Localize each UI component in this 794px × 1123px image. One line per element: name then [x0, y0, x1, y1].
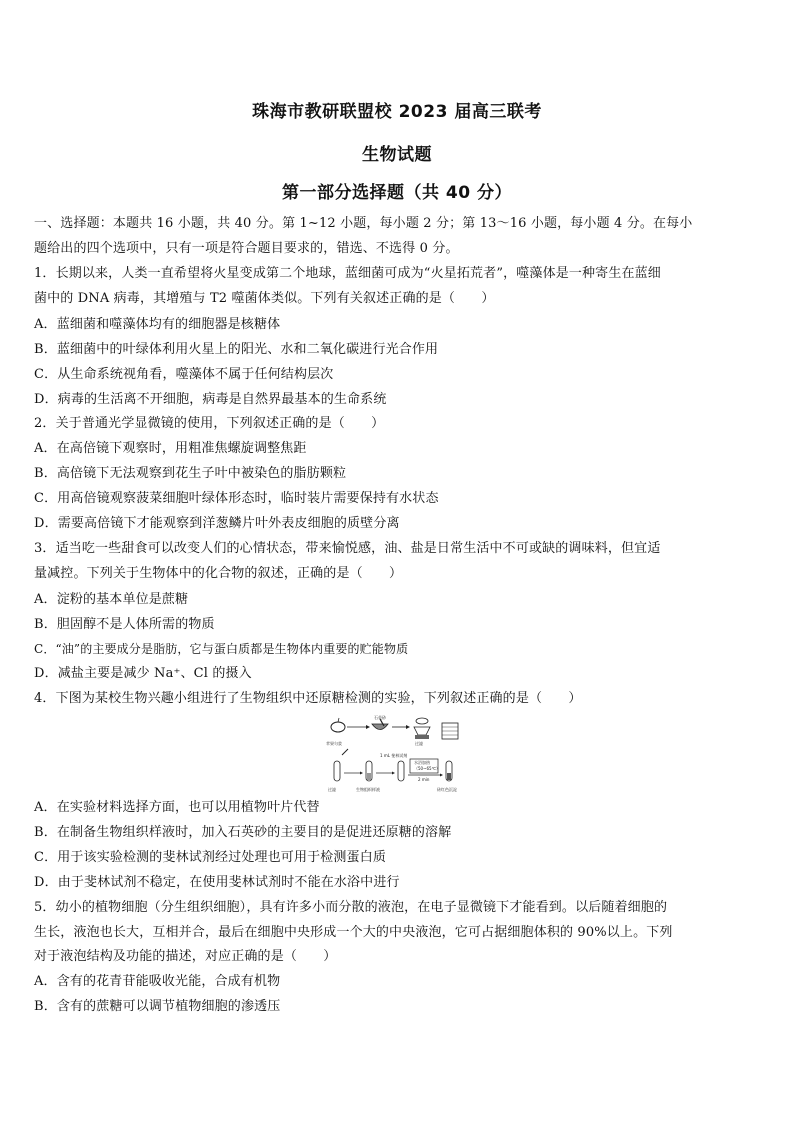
q4-option-c: C．用于该实验检测的斐林试剂经过处理也可用于检测蛋白质 [34, 850, 386, 865]
figure-label-fehling: 1 mL 斐林试剂 [380, 753, 408, 758]
q2-option-b: B．高倍镜下无法观察到花生子叶中被染色的脂肪颗粒 [34, 466, 347, 481]
q3-stem-line-2: 量减控。下列关于生物体中的化合物的叙述，正确的是（ ） [34, 566, 403, 581]
exam-title: 珠海市教研联盟校 2023 届高三联考 [252, 102, 542, 122]
q1-option-a: A．蓝细菌和噬藻体均有的细胞器是核糖体 [34, 317, 281, 332]
instructions-line-1: 一、选择题：本题共 16 小题，共 40 分。第 1~12 小题，每小题 2 分；第 13～16 小题，每小题 4 分。在每小 [34, 216, 693, 231]
q5-stem-line-1: 5．幼小的植物细胞（分生组织细胞），具有许多小而分散的液泡，在电子显微镜下才能看到。以后随着细胞的 [34, 900, 668, 915]
q4-stem: 4．下图为某校生物兴趣小组进行了生物组织中还原糖检测的实验，下列叙述正确的是（ ） [34, 691, 582, 706]
part-heading: 第一部分选择题（共 40 分） [282, 183, 512, 203]
figure-label-filter-bottom: 过滤 [328, 787, 336, 792]
q3-option-b: B．胆固醇不是人体所需的物质 [34, 617, 215, 632]
q5-stem-line-3: 对于液泡结构及功能的描述，对应正确的是（ ） [34, 949, 337, 964]
figure-label-quartz: 石英砂 [374, 715, 386, 720]
mortar-icon [372, 719, 388, 730]
q1-stem-line-2: 菌中的 DNA 病毒，其增殖与 T2 噬菌体类似。下列有关叙述正确的是（ ） [34, 291, 495, 306]
q1-option-c: C．从生命系统视角看，噬藻体不属于任何结构层次 [34, 367, 334, 382]
test-tube-2-icon [366, 761, 372, 781]
figure-label-water-bath: 水浴加热 [414, 760, 430, 765]
q5-option-a: A．含有的花青苷能吸收光能，合成有机物 [34, 974, 281, 989]
q5-stem-line-2: 生长，液泡也长大，互相并合，最后在细胞中央形成一个大的中央液泡，它可占据细胞体积的 90%以上。下列 [34, 925, 673, 940]
q1-stem-line-1: 1．长期以来，人类一直希望将火星变成第二个地球，蓝细菌可成为“火星拓荒者”，噬藻体是一种寄生在蓝细 [34, 266, 661, 281]
q2-option-a: A．在高倍镜下观察时，用粗准焦螺旋调整焦距 [34, 441, 307, 456]
q3-option-d: D．减盐主要是减少 Na⁺、Cl 的摄入 [34, 666, 252, 681]
figure-label-apple: 苹果匀浆 [326, 741, 342, 746]
q4-option-d: D．由于斐林试剂不稳定，在使用斐林试剂时不能在水浴中进行 [34, 875, 400, 890]
q4-option-a: A．在实验材料选择方面，也可以用植物叶片代替 [34, 800, 320, 815]
q4-option-b: B．在制备生物组织样液时，加入石英砂的主要目的是促进还原糖的溶解 [34, 825, 452, 840]
q2-option-c: C．用高倍镜观察菠菜细胞叶绿体形态时，临时装片需要保持有水状态 [34, 491, 439, 506]
instructions-line-2: 题给出的四个选项中，只有一项是符合题目要求的，错选、不选得 0 分。 [34, 241, 459, 256]
filter-funnel-icon [414, 718, 430, 739]
q2-option-d: D．需要高倍镜下才能观察到洋葱鳞片叶外表皮细胞的质壁分离 [34, 516, 400, 531]
beaker-icon [442, 723, 458, 739]
figure-label-temperature: （50~65℃） [414, 766, 441, 771]
figure-label-sample-liquid: 生物组织样液 [356, 787, 380, 792]
q1-option-d: D．病毒的生活离不开细胞，病毒是自然界最基本的生命系统 [34, 392, 387, 407]
reducing-sugar-experiment-figure [322, 715, 467, 795]
q3-option-a: A．淀粉的基本单位是蔗糖 [34, 592, 189, 607]
q1-option-b: B．蓝细菌中的叶绿体利用火星上的阳光、水和二氧化碳进行光合作用 [34, 342, 439, 357]
q2-stem: 2．关于普通光学显微镜的使用，下列叙述正确的是（ ） [34, 416, 385, 431]
q5-option-b: B．含有的蔗糖可以调节植物细胞的渗透压 [34, 999, 281, 1014]
q3-stem-line-1: 3．适当吃一些甜食可以改变人们的心情状态，带来愉悦感，油、盐是日常生活中不可或缺的调味料，但宜适 [34, 541, 661, 556]
test-tube-1-icon [334, 749, 348, 781]
figure-label-filter: 过滤 [415, 741, 423, 746]
apple-icon [331, 718, 345, 732]
figure-label-time: 2 min [418, 777, 430, 782]
subject-title: 生物试题 [362, 145, 432, 165]
test-tube-4-icon [446, 761, 452, 781]
test-tube-3-icon [398, 761, 404, 781]
q3-option-c: C．“油”的主要成分是脂肪，它与蛋白质都是生物体内重要的贮能物质 [34, 642, 409, 656]
figure-label-precipitate: 砖红色沉淀 [437, 787, 457, 792]
